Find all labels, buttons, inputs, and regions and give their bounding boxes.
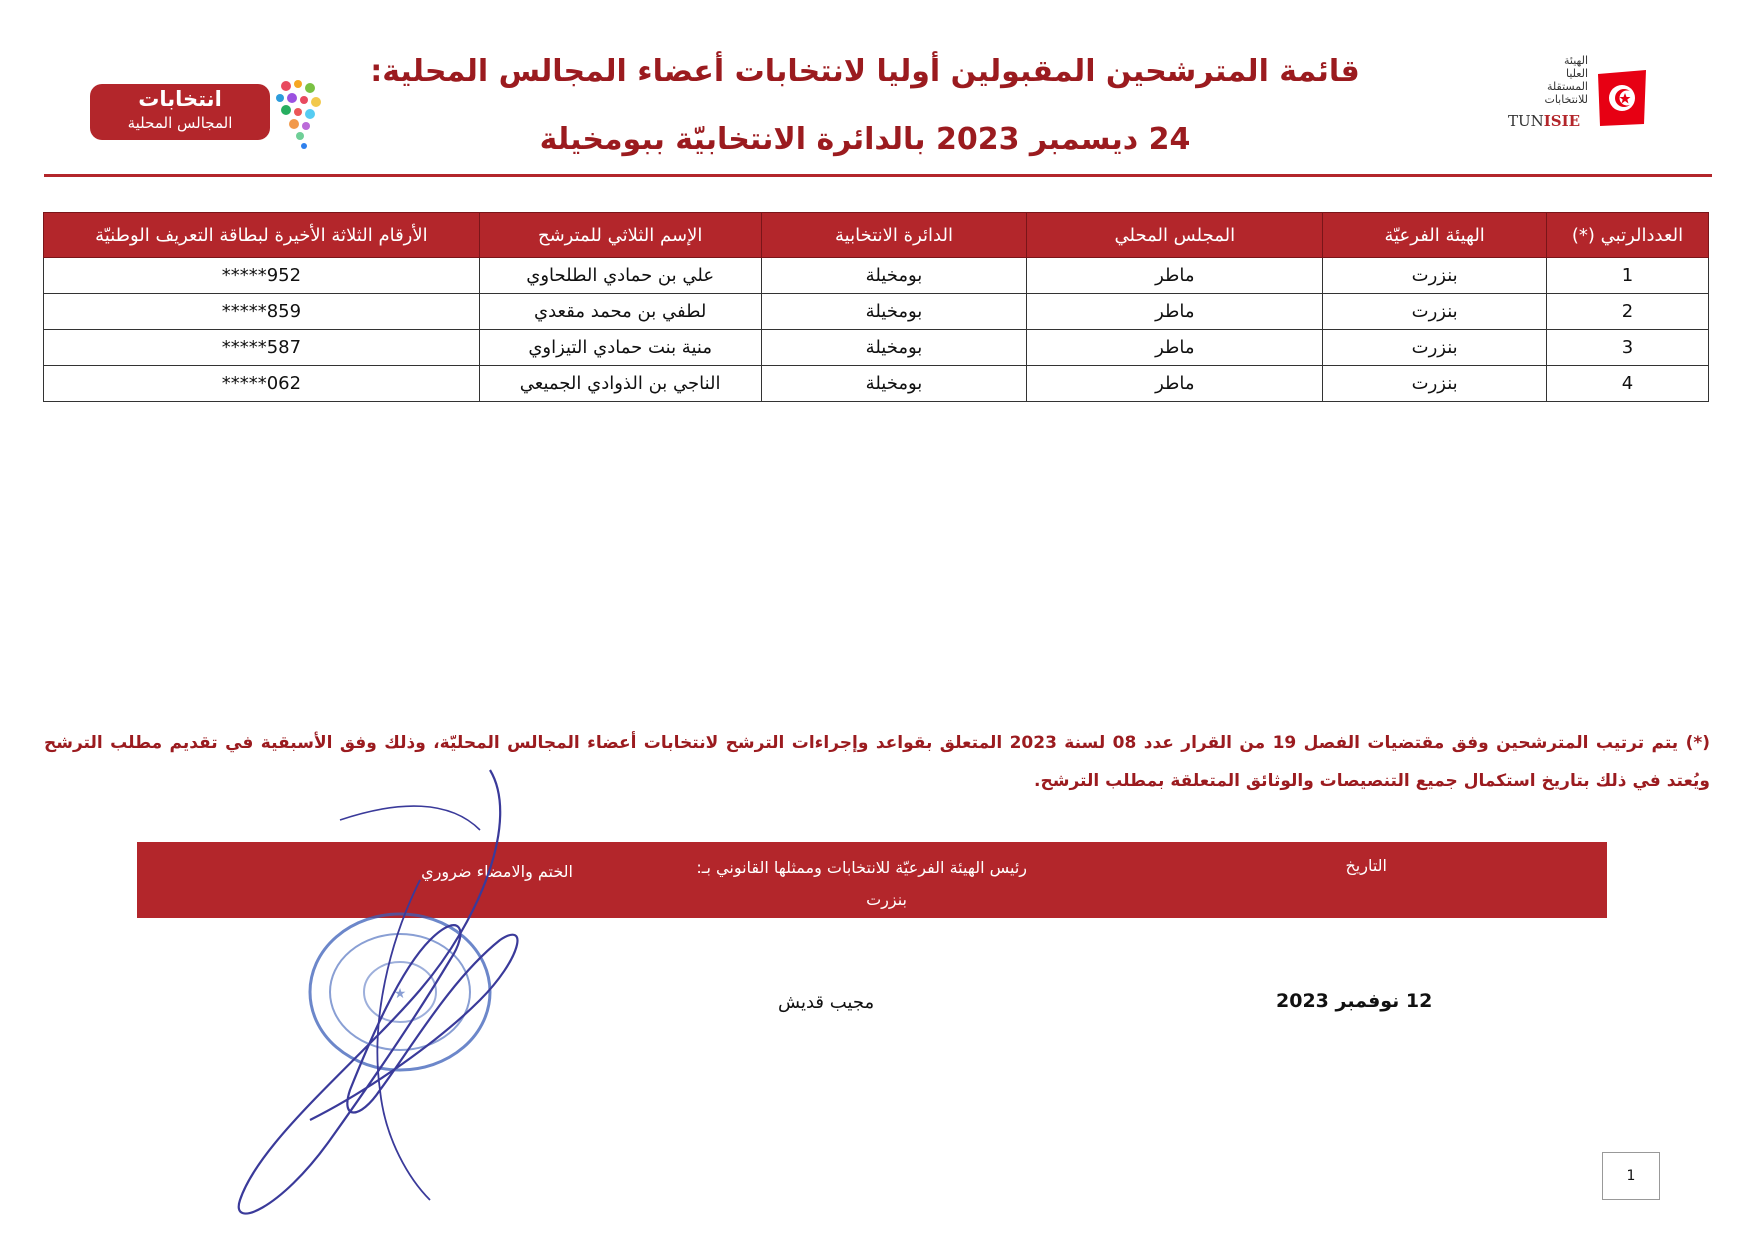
document-title-line1: قائمة المترشحين المقبولين أوليا لانتخابات أعضاء المجالس المحلية:	[370, 54, 1360, 89]
cell-sub-authority: بنزرت	[1323, 366, 1547, 402]
cell-rank: 4	[1547, 366, 1709, 402]
cell-full-name: الناجي بن الذوادي الجميعي	[479, 366, 761, 402]
isie-logo-text	[1508, 54, 1588, 106]
cell-local-council: ماطر	[1027, 258, 1323, 294]
candidates-table	[43, 212, 1709, 402]
col-header-district: الدائرة الانتخابية	[761, 213, 1027, 258]
col-header-full-name: الإسم الثلاثي للمترشح	[479, 213, 761, 258]
cell-full-name: علي بن حمادي الطلحاوي	[479, 258, 761, 294]
cell-district: بومخيلة	[761, 258, 1027, 294]
table-row	[44, 330, 1709, 366]
cell-district: بومخيلة	[761, 366, 1027, 402]
isie-brand	[1508, 112, 1580, 130]
cell-district: بومخيلة	[761, 294, 1027, 330]
logo-word-councils: المجالس المحلية	[127, 114, 233, 132]
table-row	[44, 366, 1709, 402]
cell-district: بومخيلة	[761, 330, 1027, 366]
tunisia-flag-icon	[1594, 66, 1650, 130]
document-title-line2: 24 ديسمبر 2023 بالدائرة الانتخابيّة ببومخيلة	[539, 122, 1191, 157]
cell-id-digits: *****859	[44, 294, 480, 330]
cell-local-council: ماطر	[1027, 366, 1323, 402]
cell-sub-authority: بنزرت	[1323, 294, 1547, 330]
cell-id-digits: *****587	[44, 330, 480, 366]
isie-brand-suffix: ISIE	[1543, 112, 1581, 130]
president-name: مجيب قديش	[778, 992, 875, 1013]
date-label: التاريخ	[1345, 856, 1387, 875]
cell-local-council: ماطر	[1027, 330, 1323, 366]
cell-rank: 3	[1547, 330, 1709, 366]
handwritten-signature-icon	[220, 760, 550, 1230]
ranking-footnote: (*) يتم ترتيب المترشحين وفق مقتضيات الفصل 19 من القرار عدد 08 لسنة 2023 المتعلق بقواعد وإجراءات الترشح لانتخابات أعضاء المجالس المحليّة، وذلك وفق الأسبقية في تقديم مطلب الترشح ويُعتد في ذلك بتاريخ استكمال جميع التنصيصات والوثائق المتعلقة بمطلب الترشح.	[44, 733, 1710, 791]
table-header-row	[44, 213, 1709, 258]
cell-id-digits: *****952	[44, 258, 480, 294]
cell-rank: 2	[1547, 294, 1709, 330]
cell-full-name: منية بنت حمادي التيزاوي	[479, 330, 761, 366]
col-header-sub-authority: الهيئة الفرعيّة	[1323, 213, 1547, 258]
table-row	[44, 258, 1709, 294]
isie-line4: للانتخابات	[1544, 93, 1588, 106]
page-number: 1	[1602, 1152, 1660, 1200]
president-label: رئيس الهيئة الفرعيّة للانتخابات وممثلها القانوني بـ:	[696, 858, 1027, 877]
document-date: 12 نوفمبر 2023	[1276, 990, 1433, 1012]
header-divider	[44, 174, 1712, 177]
isie-line2: العليا	[1565, 67, 1588, 80]
cell-sub-authority: بنزرت	[1323, 330, 1547, 366]
svg-text:★: ★	[393, 986, 407, 1002]
col-header-id-digits: الأرقام الثلاثة الأخيرة لبطاقة التعريف الوطنيّة	[44, 213, 480, 258]
col-header-rank: العددالرتبي (*)	[1547, 213, 1709, 258]
isie-line1: الهيئة	[1563, 54, 1588, 67]
logo-word-elections: انتخابات	[138, 87, 222, 111]
seal-label: الختم والامضاء ضروري	[421, 862, 573, 881]
table-row	[44, 294, 1709, 330]
tunisia-map-icon	[266, 74, 336, 154]
cell-sub-authority: بنزرت	[1323, 258, 1547, 294]
president-location: بنزرت	[866, 890, 907, 909]
cell-rank: 1	[1547, 258, 1709, 294]
local-elections-logo	[90, 84, 270, 140]
isie-line3: المستقلة	[1546, 80, 1588, 93]
cell-full-name: لطفي بن محمد مقعدي	[479, 294, 761, 330]
cell-local-council: ماطر	[1027, 294, 1323, 330]
cell-id-digits: *****062	[44, 366, 480, 402]
col-header-local-council: المجلس المحلي	[1027, 213, 1323, 258]
isie-brand-prefix: TUN	[1508, 112, 1544, 130]
